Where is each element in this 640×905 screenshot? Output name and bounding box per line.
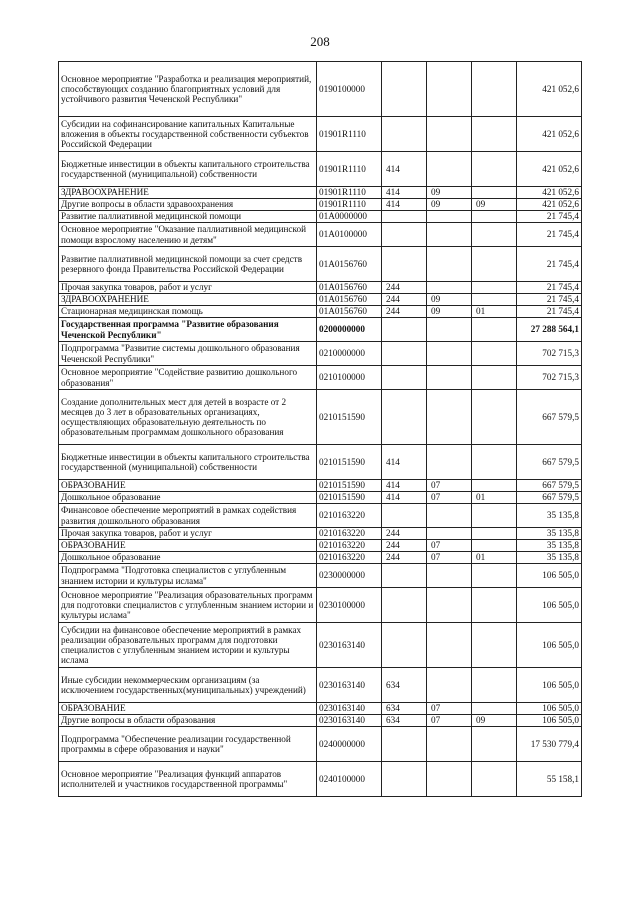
row-vr-cell: [382, 223, 427, 247]
row-vr-cell: 244: [382, 540, 427, 552]
row-sum-cell: 21 745,4: [517, 294, 582, 306]
row-rz-cell: [427, 282, 472, 294]
row-code-cell: 01А0156760: [317, 294, 382, 306]
row-code-cell: 0210163220: [317, 528, 382, 540]
row-vr-cell: 414: [382, 152, 427, 187]
row-rz-cell: [427, 564, 472, 588]
row-code-cell: 0230163140: [317, 668, 382, 703]
row-rz-cell: 07: [427, 480, 472, 492]
row-vr-cell: 634: [382, 715, 427, 727]
row-vr-cell: [382, 62, 427, 117]
row-rz-cell: [427, 318, 472, 342]
row-name-cell: Основное мероприятие "Содействие развитию дошкольного образования": [59, 366, 317, 390]
row-vr-cell: [382, 211, 427, 223]
row-pr-cell: [472, 117, 517, 152]
row-name-cell: Основное мероприятие "Оказание паллиативной медицинской помощи взрослому населению и детям": [59, 223, 317, 247]
table-row: [59, 282, 582, 294]
row-sum-cell: 35 135,8: [517, 504, 582, 528]
row-code-cell: 0210151590: [317, 390, 382, 445]
row-code-cell: 01901R1110: [317, 152, 382, 187]
table-row: [59, 187, 582, 199]
row-name-cell: Основное мероприятие "Разработка и реализация мероприятий, способствующих созданию благоприятных условий для устойчивого развития Чеченской Республики": [59, 62, 317, 117]
table-row: [59, 366, 582, 390]
table-row: [59, 552, 582, 564]
row-pr-cell: [472, 223, 517, 247]
row-vr-cell: 244: [382, 294, 427, 306]
row-code-cell: 0210163220: [317, 504, 382, 528]
row-pr-cell: [472, 480, 517, 492]
row-rz-cell: [427, 528, 472, 540]
row-pr-cell: [472, 390, 517, 445]
row-rz-cell: 09: [427, 294, 472, 306]
row-sum-cell: 421 052,6: [517, 199, 582, 211]
table-row: [59, 623, 582, 668]
row-sum-cell: 421 052,6: [517, 117, 582, 152]
row-sum-cell: 55 158,1: [517, 762, 582, 797]
table-row: [59, 390, 582, 445]
row-pr-cell: [472, 727, 517, 762]
row-sum-cell: 21 745,4: [517, 247, 582, 282]
table-row: [59, 762, 582, 797]
row-code-cell: 0210100000: [317, 366, 382, 390]
row-sum-cell: 702 715,3: [517, 366, 582, 390]
row-pr-cell: 01: [472, 492, 517, 504]
row-name-cell: ЗДРАВООХРАНЕНИЕ: [59, 187, 317, 199]
row-vr-cell: [382, 564, 427, 588]
table-row: [59, 504, 582, 528]
table-row: [59, 588, 582, 623]
row-sum-cell: 21 745,4: [517, 211, 582, 223]
row-pr-cell: [472, 504, 517, 528]
row-vr-cell: 414: [382, 187, 427, 199]
row-pr-cell: [472, 366, 517, 390]
row-vr-cell: 414: [382, 480, 427, 492]
row-name-cell: Бюджетные инвестиции в объекты капитального строительства государственной (муниципальной) собственности: [59, 445, 317, 480]
row-name-cell: Субсидии на софинансирование капитальных Капитальные вложения в объекты государственной собственности субъектов Российской Федерации: [59, 117, 317, 152]
table-row: [59, 152, 582, 187]
row-rz-cell: [427, 623, 472, 668]
row-name-cell: ОБРАЗОВАНИЕ: [59, 480, 317, 492]
table-row: [59, 306, 582, 318]
row-pr-cell: [472, 762, 517, 797]
row-pr-cell: [472, 318, 517, 342]
row-rz-cell: [427, 390, 472, 445]
row-pr-cell: [472, 247, 517, 282]
row-name-cell: Иные субсидии некоммерческим организациям (за исключением государственных(муниципальных) учреждений): [59, 668, 317, 703]
row-pr-cell: [472, 187, 517, 199]
row-rz-cell: 07: [427, 552, 472, 564]
row-pr-cell: [472, 211, 517, 223]
row-vr-cell: 634: [382, 703, 427, 715]
row-pr-cell: [472, 294, 517, 306]
row-name-cell: Дошкольное образование: [59, 552, 317, 564]
row-pr-cell: [472, 703, 517, 715]
table-row: [59, 211, 582, 223]
row-code-cell: 0230163140: [317, 623, 382, 668]
row-rz-cell: [427, 152, 472, 187]
row-code-cell: 01А0156760: [317, 306, 382, 318]
row-code-cell: 01А0000000: [317, 211, 382, 223]
budget-table-body: [59, 62, 582, 797]
table-row: [59, 668, 582, 703]
row-vr-cell: 414: [382, 199, 427, 211]
row-sum-cell: 421 052,6: [517, 152, 582, 187]
row-pr-cell: 09: [472, 199, 517, 211]
row-sum-cell: 35 135,8: [517, 528, 582, 540]
table-row: [59, 703, 582, 715]
row-code-cell: 0240100000: [317, 762, 382, 797]
row-vr-cell: [382, 623, 427, 668]
row-rz-cell: [427, 504, 472, 528]
row-sum-cell: 106 505,0: [517, 588, 582, 623]
row-rz-cell: [427, 727, 472, 762]
row-vr-cell: 244: [382, 306, 427, 318]
row-name-cell: ОБРАЗОВАНИЕ: [59, 540, 317, 552]
row-rz-cell: 07: [427, 540, 472, 552]
row-pr-cell: 01: [472, 552, 517, 564]
row-rz-cell: [427, 445, 472, 480]
row-vr-cell: [382, 247, 427, 282]
row-sum-cell: 106 505,0: [517, 564, 582, 588]
table-row: [59, 62, 582, 117]
row-sum-cell: 667 579,5: [517, 480, 582, 492]
row-pr-cell: [472, 282, 517, 294]
row-rz-cell: 09: [427, 187, 472, 199]
row-rz-cell: [427, 247, 472, 282]
row-sum-cell: 667 579,5: [517, 492, 582, 504]
row-rz-cell: [427, 366, 472, 390]
row-sum-cell: 106 505,0: [517, 668, 582, 703]
row-code-cell: 0190100000: [317, 62, 382, 117]
row-code-cell: 01901R1110: [317, 187, 382, 199]
row-rz-cell: [427, 762, 472, 797]
row-name-cell: Развитие паллиативной медицинской помощи: [59, 211, 317, 223]
table-row: [59, 247, 582, 282]
row-sum-cell: 35 135,8: [517, 540, 582, 552]
row-sum-cell: 21 745,4: [517, 306, 582, 318]
table-row: [59, 528, 582, 540]
row-code-cell: 0210163220: [317, 540, 382, 552]
table-row: [59, 445, 582, 480]
row-rz-cell: [427, 342, 472, 366]
row-pr-cell: 09: [472, 715, 517, 727]
row-pr-cell: [472, 342, 517, 366]
row-sum-cell: 17 530 779,4: [517, 727, 582, 762]
row-vr-cell: 244: [382, 552, 427, 564]
row-sum-cell: 35 135,8: [517, 552, 582, 564]
row-sum-cell: 106 505,0: [517, 703, 582, 715]
table-row: [59, 117, 582, 152]
row-pr-cell: [472, 540, 517, 552]
row-code-cell: 0210151590: [317, 445, 382, 480]
row-code-cell: 01А0156760: [317, 247, 382, 282]
row-pr-cell: [472, 588, 517, 623]
row-vr-cell: 414: [382, 445, 427, 480]
row-rz-cell: [427, 117, 472, 152]
row-code-cell: 0210163220: [317, 552, 382, 564]
row-sum-cell: 702 715,3: [517, 342, 582, 366]
row-name-cell: Государственная программа "Развитие образования Чеченской Республики": [59, 318, 317, 342]
row-code-cell: 0230163140: [317, 703, 382, 715]
row-vr-cell: [382, 727, 427, 762]
table-row: [59, 318, 582, 342]
row-name-cell: ОБРАЗОВАНИЕ: [59, 703, 317, 715]
row-name-cell: Прочая закупка товаров, работ и услуг: [59, 282, 317, 294]
table-row: [59, 727, 582, 762]
row-code-cell: 0210000000: [317, 342, 382, 366]
row-name-cell: Дошкольное образование: [59, 492, 317, 504]
row-vr-cell: [382, 390, 427, 445]
row-vr-cell: 244: [382, 528, 427, 540]
row-vr-cell: 634: [382, 668, 427, 703]
row-code-cell: 0230000000: [317, 564, 382, 588]
row-code-cell: 01901R1110: [317, 199, 382, 211]
table-row: [59, 199, 582, 211]
row-pr-cell: [472, 152, 517, 187]
row-pr-cell: [472, 62, 517, 117]
row-rz-cell: 07: [427, 703, 472, 715]
row-vr-cell: [382, 318, 427, 342]
row-pr-cell: [472, 564, 517, 588]
row-rz-cell: [427, 668, 472, 703]
row-pr-cell: [472, 528, 517, 540]
row-code-cell: 01А0100000: [317, 223, 382, 247]
row-name-cell: Подпрограмма "Развитие системы дошкольного образования Чеченской Республики": [59, 342, 317, 366]
table-row: [59, 564, 582, 588]
row-name-cell: Другие вопросы в области здравоохранения: [59, 199, 317, 211]
row-vr-cell: [382, 762, 427, 797]
row-rz-cell: [427, 62, 472, 117]
row-name-cell: Прочая закупка товаров, работ и услуг: [59, 528, 317, 540]
row-name-cell: Развитие паллиативной медицинской помощи за счет средств резервного фонда Правительства Российской Федерации: [59, 247, 317, 282]
row-name-cell: Создание дополнительных мест для детей в возрасте от 2 месяцев до 3 лет в образовательных организациях, осуществляющих образовательную деятельность по образовательным программам дошкольного образования: [59, 390, 317, 445]
table-row: [59, 294, 582, 306]
row-code-cell: 0230163140: [317, 715, 382, 727]
table-row: [59, 342, 582, 366]
row-sum-cell: 106 505,0: [517, 715, 582, 727]
row-name-cell: Стационарная медицинская помощь: [59, 306, 317, 318]
row-rz-cell: 07: [427, 492, 472, 504]
row-rz-cell: [427, 223, 472, 247]
row-code-cell: 0200000000: [317, 318, 382, 342]
row-sum-cell: 421 052,6: [517, 187, 582, 199]
row-pr-cell: [472, 445, 517, 480]
row-name-cell: Основное мероприятие "Реализация образовательных программ для подготовки специалистов с углубленным знанием истории и культуры ислама": [59, 588, 317, 623]
row-code-cell: 0230100000: [317, 588, 382, 623]
row-vr-cell: [382, 366, 427, 390]
row-name-cell: Субсидии на финансовое обеспечение мероприятий в рамках реализации образовательных программ для подготовки специалистов с углубленным знанием истории и культуры ислама: [59, 623, 317, 668]
row-vr-cell: [382, 504, 427, 528]
row-rz-cell: 07: [427, 715, 472, 727]
row-code-cell: 0240000000: [317, 727, 382, 762]
row-code-cell: 0210151590: [317, 480, 382, 492]
row-name-cell: Другие вопросы в области образования: [59, 715, 317, 727]
table-row: [59, 223, 582, 247]
budget-table: [58, 61, 582, 797]
row-sum-cell: 667 579,5: [517, 445, 582, 480]
row-vr-cell: [382, 588, 427, 623]
row-pr-cell: [472, 623, 517, 668]
row-sum-cell: 21 745,4: [517, 223, 582, 247]
row-code-cell: 0210151590: [317, 492, 382, 504]
row-name-cell: Основное мероприятие "Реализация функций аппаратов исполнителей и участников государственной программы": [59, 762, 317, 797]
row-name-cell: Бюджетные инвестиции в объекты капитального строительства государственной (муниципальной) собственности: [59, 152, 317, 187]
row-sum-cell: 21 745,4: [517, 282, 582, 294]
table-row: [59, 492, 582, 504]
row-rz-cell: [427, 588, 472, 623]
row-name-cell: ЗДРАВООХРАНЕНИЕ: [59, 294, 317, 306]
row-code-cell: 01901R1110: [317, 117, 382, 152]
row-rz-cell: 09: [427, 199, 472, 211]
table-row: [59, 715, 582, 727]
row-vr-cell: 244: [382, 282, 427, 294]
row-sum-cell: 106 505,0: [517, 623, 582, 668]
row-name-cell: Подпрограмма "Подготовка специалистов с углубленным знанием истории и культуры ислама": [59, 564, 317, 588]
row-rz-cell: [427, 211, 472, 223]
table-row: [59, 540, 582, 552]
row-sum-cell: 421 052,6: [517, 62, 582, 117]
row-sum-cell: 27 288 564,1: [517, 318, 582, 342]
page-number: 208: [310, 34, 330, 49]
row-vr-cell: [382, 117, 427, 152]
row-pr-cell: 01: [472, 306, 517, 318]
row-vr-cell: 414: [382, 492, 427, 504]
row-pr-cell: [472, 668, 517, 703]
row-name-cell: Финансовое обеспечение мероприятий в рамках содействия развития дошкольного образования: [59, 504, 317, 528]
row-sum-cell: 667 579,5: [517, 390, 582, 445]
table-row: [59, 480, 582, 492]
row-code-cell: 01А0156760: [317, 282, 382, 294]
row-vr-cell: [382, 342, 427, 366]
row-rz-cell: 09: [427, 306, 472, 318]
row-name-cell: Подпрограмма "Обеспечение реализации государственной программы в сфере образования и науки": [59, 727, 317, 762]
